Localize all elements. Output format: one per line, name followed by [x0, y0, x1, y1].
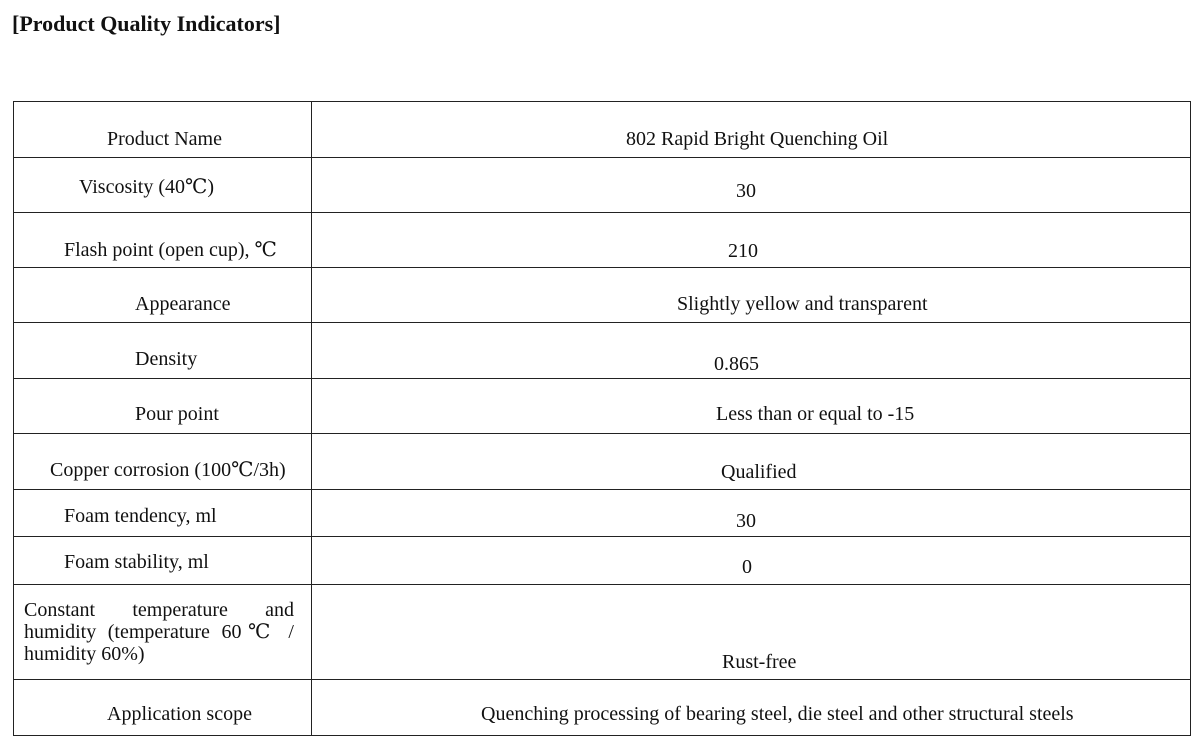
row-value: 30: [736, 180, 756, 202]
row-value: Less than or equal to -15: [716, 403, 915, 425]
label-cell: [14, 490, 312, 537]
value-cell: [312, 680, 1191, 736]
value-cell: [312, 434, 1191, 490]
row-value: 0.865: [714, 353, 759, 375]
value-cell: [312, 158, 1191, 213]
label-cell: [14, 537, 312, 585]
value-cell: [312, 268, 1191, 323]
value-cell: [312, 490, 1191, 537]
label-cell: [14, 213, 312, 268]
row-label: Viscosity (40℃): [79, 176, 215, 198]
label-cell: [14, 379, 312, 434]
row-value: Rust-free: [722, 651, 797, 673]
value-cell: [312, 102, 1191, 158]
value-cell: [312, 213, 1191, 268]
row-value: 802 Rapid Bright Quenching Oil: [626, 128, 889, 150]
value-cell: [312, 585, 1191, 680]
table-row: [14, 434, 1191, 490]
label-cell: [14, 680, 312, 736]
row-value: 0: [742, 556, 752, 578]
table-row: [14, 102, 1191, 158]
quality-indicators-table: [13, 101, 1191, 736]
value-cell: [312, 537, 1191, 585]
table-row: [14, 213, 1191, 268]
row-label: Pour point: [135, 403, 219, 425]
table-row: [14, 537, 1191, 585]
row-label: Application scope: [107, 703, 252, 725]
row-label: Appearance: [135, 293, 231, 315]
label-cell: [14, 158, 312, 213]
row-label: Flash point (open cup), ℃: [64, 239, 277, 261]
row-label: Foam stability, ml: [64, 551, 209, 573]
row-label: Constant temperature and humidity (temperature 60℃ / humidity 60%): [24, 599, 294, 665]
table-row: [14, 379, 1191, 434]
label-cell: [14, 323, 312, 379]
table-row: [14, 585, 1191, 680]
table-row: [14, 490, 1191, 537]
row-label: Copper corrosion (100℃/3h): [50, 459, 286, 481]
table-row: [14, 323, 1191, 379]
row-label: Density: [135, 348, 198, 370]
label-cell: [14, 268, 312, 323]
row-value: Qualified: [721, 461, 797, 483]
table-row: [14, 680, 1191, 736]
page-title: [Product Quality Indicators]: [12, 11, 281, 36]
row-value: 30: [736, 510, 756, 532]
table-row: [14, 158, 1191, 213]
row-label: Foam tendency, ml: [64, 505, 217, 527]
value-cell: [312, 323, 1191, 379]
label-cell: [14, 434, 312, 490]
table-row: [14, 268, 1191, 323]
row-value: Quenching processing of bearing steel, die steel and other structural steels: [481, 703, 1074, 725]
label-cell: [14, 585, 312, 680]
row-label: Product Name: [107, 128, 222, 150]
row-value: 210: [728, 240, 758, 262]
row-value: Slightly yellow and transparent: [677, 293, 928, 315]
label-cell: [14, 102, 312, 158]
value-cell: [312, 379, 1191, 434]
